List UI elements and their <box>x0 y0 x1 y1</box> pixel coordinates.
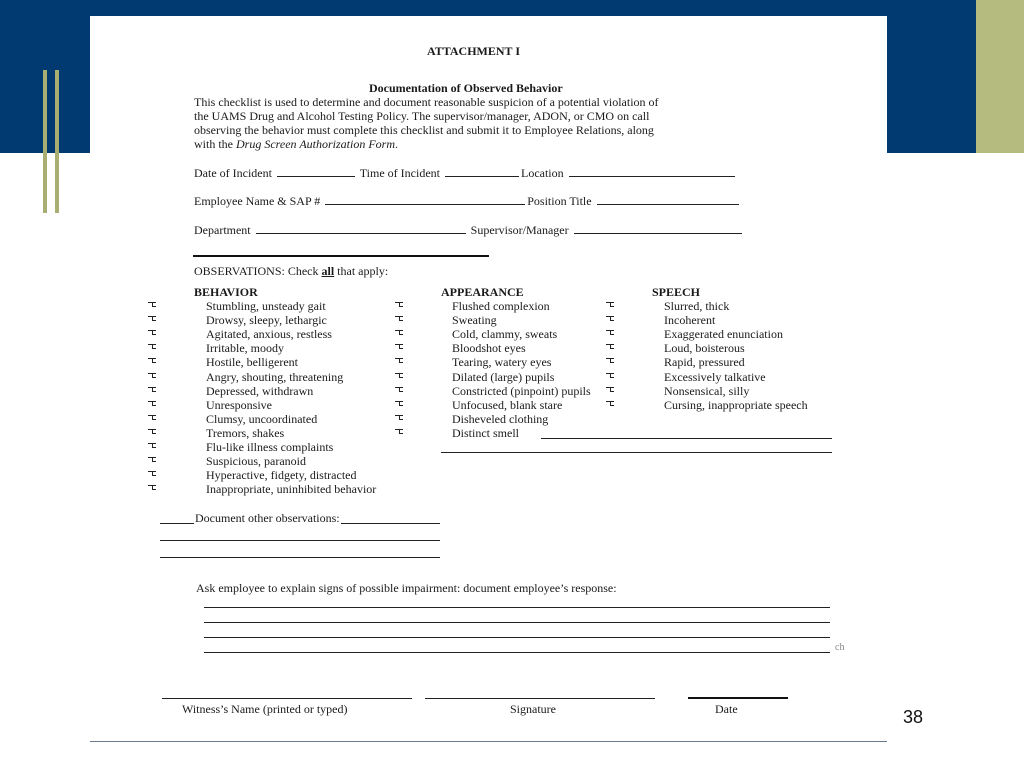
speech-item-label: Cursing, inappropriate speech <box>664 397 808 412</box>
behavior-item-label: Depressed, withdrawn <box>206 383 314 398</box>
date-of-incident-label: Date of Incident <box>194 166 272 180</box>
position-title-blank[interactable] <box>597 193 739 205</box>
time-of-incident-blank[interactable] <box>445 165 519 177</box>
behavior-item-label: Inappropriate, uninhibited behavior <box>206 482 377 497</box>
speech-checkbox[interactable] <box>606 373 614 379</box>
intro-line: This checklist is used to determine and document reasonable suspicion of a potential violation of <box>194 95 659 109</box>
drug-screen-form-name: Drug Screen Authorization Form <box>236 137 395 151</box>
appearance-checkbox[interactable] <box>395 344 403 350</box>
behavior-checkbox[interactable] <box>148 485 156 491</box>
appearance-item-label: Distinct smell <box>452 425 519 440</box>
other-observations-line[interactable] <box>160 540 440 541</box>
appearance-header: APPEARANCE <box>441 285 524 299</box>
behavior-item-label: Clumsy, uncoordinated <box>206 411 318 426</box>
appearance-item-label: Unfocused, blank stare <box>452 397 563 412</box>
distinct-smell-blank[interactable] <box>541 438 832 439</box>
speech-checkbox[interactable] <box>606 401 614 407</box>
response-line[interactable] <box>204 622 830 623</box>
appearance-item-label: Tearing, watery eyes <box>452 355 552 370</box>
appearance-checkbox[interactable] <box>395 330 403 336</box>
behavior-checkbox[interactable] <box>148 358 156 364</box>
behavior-item-label: Agitated, anxious, restless <box>206 327 332 342</box>
observations-emphasis: all <box>321 264 335 278</box>
field-row <box>194 193 741 208</box>
section-divider <box>193 255 489 257</box>
other-observations-label: Document other observations: <box>195 511 340 525</box>
employee-name-sap-blank[interactable] <box>325 193 525 205</box>
field-row <box>194 165 737 180</box>
distinct-smell-blank-2[interactable] <box>441 452 832 453</box>
behavior-checkbox[interactable] <box>148 457 156 463</box>
form-subheading: Documentation of Observed Behavior <box>369 81 563 95</box>
speech-item-label: Loud, boisterous <box>664 341 745 356</box>
behavior-checkbox[interactable] <box>148 344 156 350</box>
speech-checkbox[interactable] <box>606 344 614 350</box>
behavior-checkbox[interactable] <box>148 330 156 336</box>
stray-mark: ch <box>835 642 845 653</box>
appearance-checkbox[interactable] <box>395 429 403 435</box>
behavior-checkbox[interactable] <box>148 443 156 449</box>
time-of-incident-label: Time of Incident <box>359 166 440 180</box>
supervisor-manager-blank[interactable] <box>574 222 742 234</box>
behavior-item-label: Hyperactive, fidgety, distracted <box>206 468 357 483</box>
appearance-item-label: Dilated (large) pupils <box>452 369 555 384</box>
appearance-checkbox[interactable] <box>395 302 403 308</box>
department-blank[interactable] <box>256 222 466 234</box>
appearance-item-label: Sweating <box>452 313 497 328</box>
decorative-vertical-line <box>43 70 47 213</box>
response-line[interactable] <box>204 637 830 638</box>
speech-item-label: Slurred, thick <box>664 299 730 313</box>
supervisor-manager-label: Supervisor/Manager <box>470 223 569 237</box>
behavior-checkbox[interactable] <box>148 316 156 322</box>
behavior-checkbox[interactable] <box>148 429 156 435</box>
intro-line: observing the behavior must complete this checklist and submit it to Employee Relations, along <box>194 123 654 137</box>
date-of-incident-blank[interactable] <box>277 165 355 177</box>
location-blank[interactable] <box>569 165 735 177</box>
speech-item-label: Excessively talkative <box>664 369 766 384</box>
response-line[interactable] <box>204 607 830 608</box>
behavior-item-label: Stumbling, unsteady gait <box>206 299 326 313</box>
appearance-checkbox[interactable] <box>395 373 403 379</box>
behavior-item-label: Unresponsive <box>206 397 272 412</box>
accent-bar <box>976 0 1024 153</box>
employee-name-sap-label: Employee Name & SAP # <box>194 194 321 208</box>
behavior-item-label: Flu-like illness complaints <box>206 440 334 454</box>
behavior-checkbox[interactable] <box>148 471 156 477</box>
behavior-checkbox[interactable] <box>148 415 156 421</box>
other-observations-line[interactable] <box>160 557 440 558</box>
behavior-item-label: Angry, shouting, threatening <box>206 369 344 384</box>
location-label: Location <box>520 166 564 180</box>
appearance-checkbox[interactable] <box>395 358 403 364</box>
observations-prefix: OBSERVATIONS: Check <box>194 264 322 278</box>
observations-suffix: that apply: <box>334 264 389 278</box>
appearance-checkbox[interactable] <box>395 387 403 393</box>
appearance-checkbox[interactable] <box>395 316 403 322</box>
signature-label: Signature <box>510 702 556 716</box>
explain-prompt: Ask employee to explain signs of possible impairment: document employee’s response: <box>196 581 617 595</box>
intro-line: the UAMS Drug and Alcohol Testing Policy. The supervisor/manager, ADON, or CMO on call <box>194 109 650 123</box>
intro-line <box>194 137 398 151</box>
behavior-checkbox[interactable] <box>148 373 156 379</box>
speech-checkbox[interactable] <box>606 387 614 393</box>
speech-checkbox[interactable] <box>606 358 614 364</box>
behavior-item-label: Tremors, shakes <box>206 425 285 440</box>
appearance-item-label: Bloodshot eyes <box>452 341 526 356</box>
behavior-item-label: Irritable, moody <box>206 341 284 356</box>
behavior-checkbox[interactable] <box>148 401 156 407</box>
speech-item-label: Incoherent <box>664 313 716 328</box>
appearance-item-label: Constricted (pinpoint) pupils <box>452 383 591 398</box>
behavior-item-label: Suspicious, paranoid <box>206 454 306 469</box>
appearance-checkbox[interactable] <box>395 401 403 407</box>
observations-instruction <box>194 264 388 278</box>
behavior-checkbox[interactable] <box>148 302 156 308</box>
date-line[interactable] <box>688 697 788 699</box>
slide-number: 38 <box>903 707 924 727</box>
signature-line[interactable] <box>425 698 655 699</box>
witness-label: Witness’s Name (printed or typed) <box>182 702 348 716</box>
behavior-header: BEHAVIOR <box>194 285 258 299</box>
behavior-checkbox[interactable] <box>148 387 156 393</box>
speech-item-label: Nonsensical, silly <box>664 383 750 398</box>
speech-checkbox[interactable] <box>606 316 614 322</box>
behavior-item-label: Hostile, belligerent <box>206 355 298 370</box>
appearance-item-label: Disheveled clothing <box>452 411 549 426</box>
response-line[interactable] <box>204 652 830 653</box>
appearance-item-label: Cold, clammy, sweats <box>452 327 558 342</box>
speech-item-label: Exaggerated enunciation <box>664 327 783 342</box>
date-label: Date <box>715 702 738 716</box>
position-title-label: Position Title <box>527 194 592 208</box>
speech-checkbox[interactable] <box>606 330 614 336</box>
decorative-vertical-line <box>55 70 59 213</box>
speech-checkbox[interactable] <box>606 302 614 308</box>
department-label: Department <box>194 223 251 237</box>
speech-header: SPEECH <box>652 285 701 299</box>
intro-last-prefix: with the <box>194 137 236 151</box>
field-row <box>194 222 744 237</box>
form-heading: ATTACHMENT I <box>427 44 521 58</box>
behavior-item-label: Drowsy, sleepy, lethargic <box>206 313 327 328</box>
appearance-checkbox[interactable] <box>395 415 403 421</box>
speech-item-label: Rapid, pressured <box>664 355 745 370</box>
form-bottom-line <box>90 741 887 742</box>
appearance-item-label: Flushed complexion <box>452 299 550 313</box>
witness-line[interactable] <box>162 698 412 699</box>
intro-last-suffix: . <box>395 137 398 151</box>
